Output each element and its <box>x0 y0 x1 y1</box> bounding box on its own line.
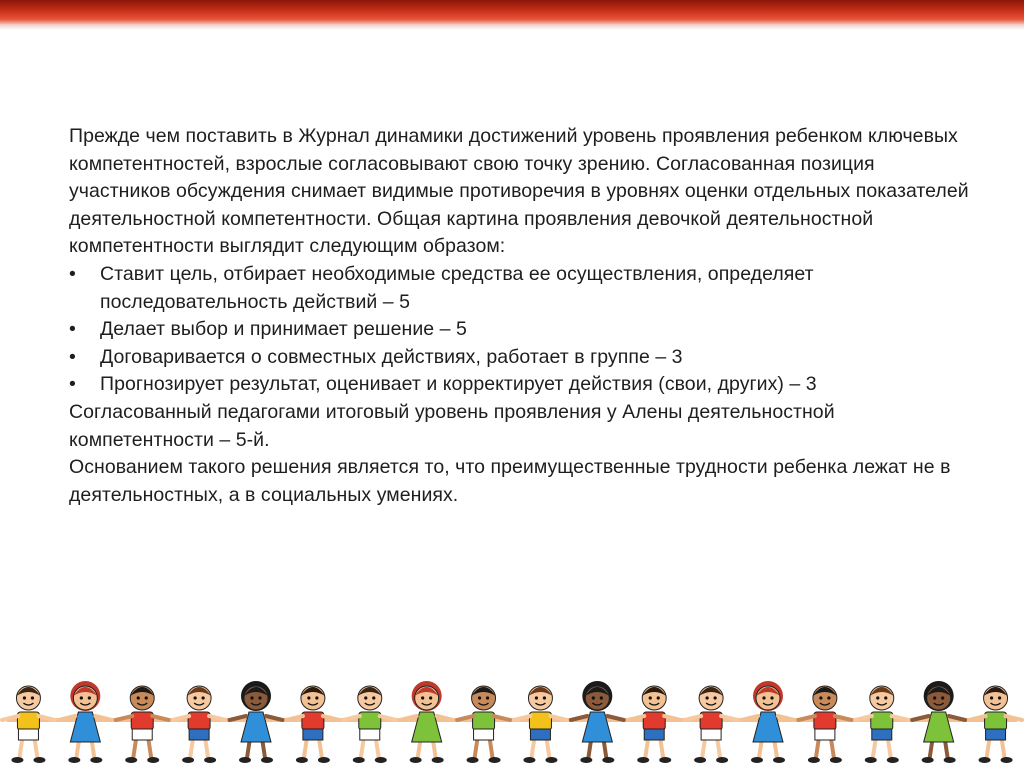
child-figure <box>2 686 55 763</box>
child-figure <box>685 686 738 763</box>
bullet-text: Ставит цель, отбирает необходимые средства ее осуществления, определяет последовательность действий – 5 <box>100 262 814 313</box>
bullet-item <box>69 344 969 372</box>
children-border-illustration <box>0 676 1024 767</box>
top-banner-bar <box>0 0 1024 24</box>
bullet-marker: • <box>69 345 76 368</box>
competence-bullet-list <box>69 261 969 399</box>
bullet-text: Договаривается о совместных действиях, работает в группе – 3 <box>100 345 683 368</box>
bullet-marker: • <box>69 373 76 396</box>
child-figure <box>514 686 567 763</box>
bullet-marker: • <box>69 262 76 285</box>
child-figure <box>628 686 681 763</box>
child-figure <box>457 686 510 763</box>
bullet-text: Делает выбор и принимает решение – 5 <box>100 318 467 341</box>
child-figure <box>173 686 226 763</box>
bullet-text: Прогнозирует результат, оценивает и корректирует действия (свои, других) – 3 <box>100 373 817 396</box>
intro-paragraph: Прежде чем поставить в Журнал динамики достижений уровень проявления ребенком ключевых компетентностей, взрослые согласовывают свою точку зрению. Согласованная позиция участников обсуждения снимает видимые противоречия в уровнях оценки отдельных показателей деятельностной компетентности. Общая картина проявления девочкой деятельностной компетентности выглядит следующим образом: <box>69 125 969 258</box>
slide-text-block <box>69 123 969 509</box>
bullet-item <box>69 261 969 316</box>
child-figure <box>116 686 169 763</box>
bullet-item <box>69 316 969 344</box>
top-banner-shadow <box>0 24 1024 30</box>
bullet-item <box>69 371 969 399</box>
summary-paragraph: Согласованный педагогами итоговый уровень проявления у Алены деятельностной компетентности – 5-й. <box>69 400 835 451</box>
child-figure <box>286 686 339 763</box>
child-figure <box>798 686 851 763</box>
child-figure <box>969 686 1022 763</box>
conclusion-paragraph: Основанием такого решения является то, что преимущественные трудности ребенка лежат не в деятельностных, а в социальных умениях. <box>69 456 951 506</box>
child-figure <box>343 686 396 763</box>
bullet-marker: • <box>69 318 76 341</box>
child-figure <box>855 686 908 763</box>
